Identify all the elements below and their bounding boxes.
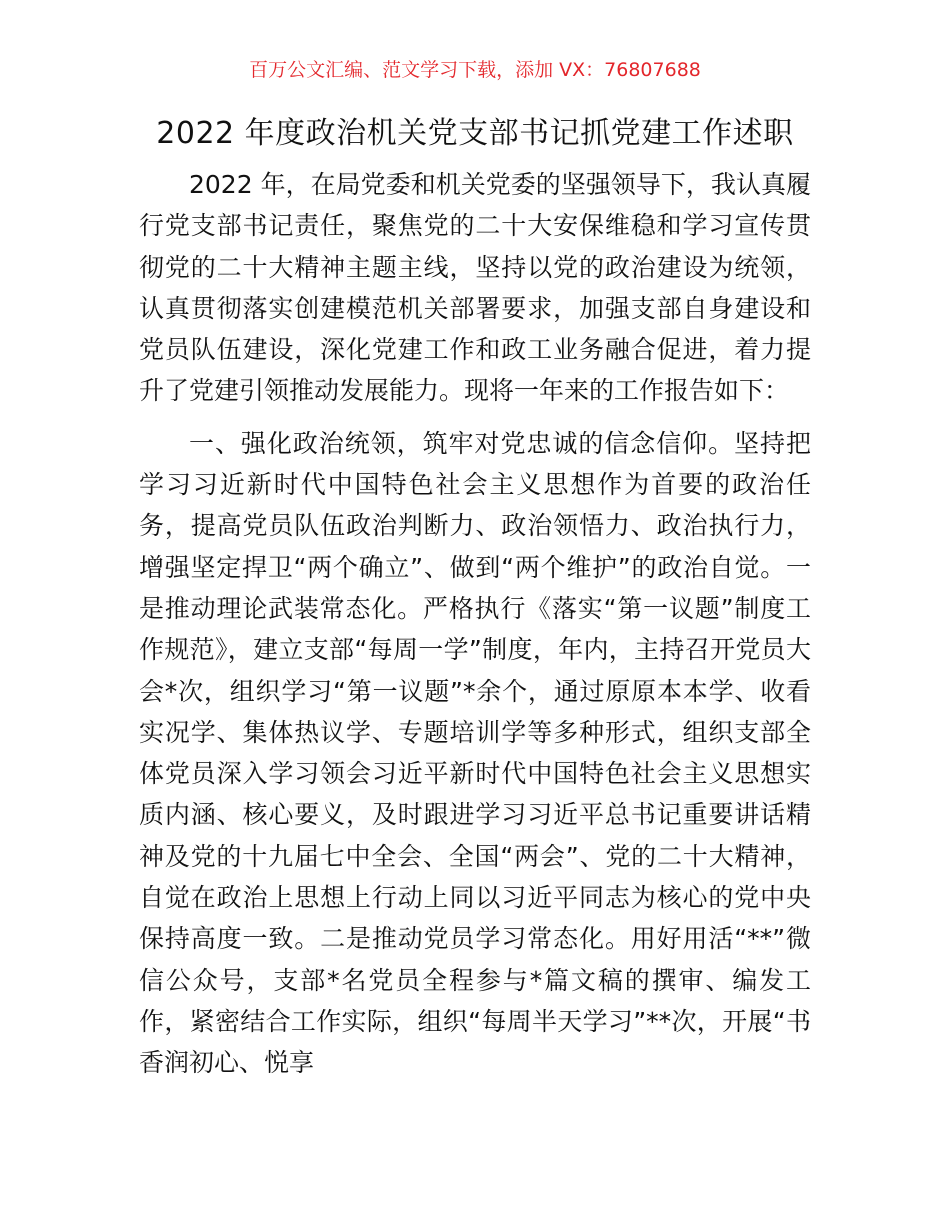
paragraph-intro: 2022 年，在局党委和机关党委的坚强领导下，我认真履行党支部书记责任，聚焦党的二十大安保维稳和学习宣传贯彻党的二十大精神主题主线，坚持以党的政治建设为统领，认真贯彻落实创建模范机关部署要求，加强支部自身建设和党员队伍建设，深化党建工作和政工业务融合促进，着力提升了党建引领推动发展能力。现将一年来的工作报告如下：	[139, 170, 811, 406]
paragraph-section-one: 一、强化政治统领，筑牢对党忠诚的信念信仰。坚持把学习习近新时代中国特色社会主义思想作为首要的政治任务，提高党员队伍政治判断力、政治领悟力、政治执行力，增强坚定捍卫“两个确立”、做到“两个维护”的政治自觉。一是推动理论武装常态化。严格执行《落实“第一议题”制度工作规范》，建立支部“每周一学”制度，年内，主持召开党员大会*次，组织学习“第一议题”*余个，通过原原本本学、收看实况学、集体热议学、专题培训学等多种形式，组织支部全体党员深入学习领会习近平新时代中国特色社会主义思想实质内涵、核心要义，及时跟进学习习近平总书记重要讲话精神及党的十九届七中全会、全国“两会”、党的二十大精神，自觉在政治上思想上行动上同以习近平同志为核心的党中央保持高度一致。二是推动党员学习常态化。用好用活“**”微信公众号，支部*名党员全程参与*篇文稿的撰审、编发工作，紧密结合工作实际，组织“每周半天学习”**次，开展“书香润初心、悦享	[139, 428, 811, 1078]
header-ad-text: 百万公文汇编、范文学习下载，添加 VX：76807688	[249, 59, 701, 81]
document-body	[139, 164, 811, 1095]
document-title: 2022 年度政治机关党支部书记抓党建工作述职	[156, 116, 794, 151]
